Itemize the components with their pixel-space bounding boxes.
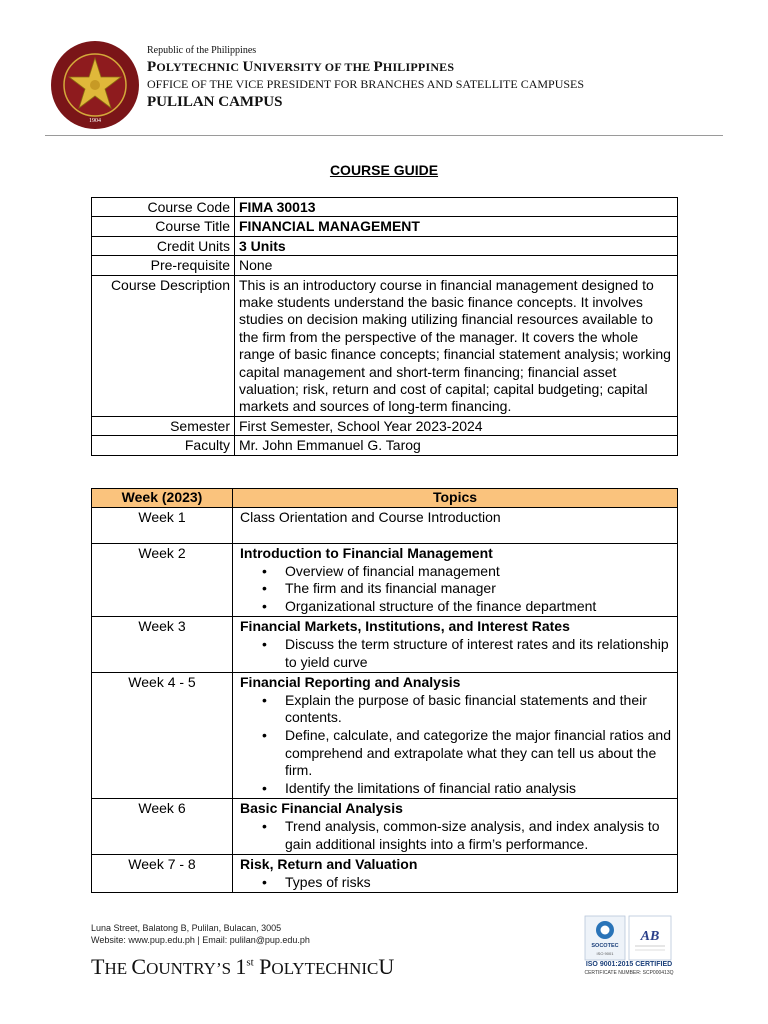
table-row [92,198,678,217]
topic-bullet-list [240,636,673,671]
list-item: • Trend analysis, common-size analysis, and index analysis to gain additional insights into a firm’s performance. [240,818,673,853]
week-column-header: Week (2023) [92,489,233,508]
credit-units-value: 3 Units [235,236,678,255]
prerequisite-value: None [235,256,678,275]
topic-cell [233,855,678,893]
topics-column-header: Topics [233,489,678,508]
topic-heading: Financial Markets, Institutions, and Interest Rates [240,618,570,635]
table-row [92,508,678,544]
list-item: • Define, calculate, and categorize the major financial ratios and comprehend and extrapolate what they can tell us about the firm. [240,727,673,780]
semester-label: Semester [92,416,235,435]
course-title-label: Course Title [92,217,235,236]
table-row [92,416,678,435]
university-seal-logo [50,40,140,130]
list-item: • Identify the limitations of financial ratio analysis [240,780,673,798]
topic-cell [233,673,678,799]
topic-bullet-list [240,563,673,616]
footer-address: Luna Street, Balatong B, Pulilan, Bulacan, 3005 [91,923,282,933]
page-title: COURSE GUIDE [329,162,439,178]
topic-bullet-list [240,874,673,892]
topic-heading: Financial Reporting and Analysis [240,674,461,691]
table-row [92,617,678,673]
footer-motto: THE COUNTRY’S 1st POLYTECHNICU [91,954,395,979]
list-item: • Organizational structure of the finance department [240,598,673,616]
table-header-row [92,489,678,508]
week-cell: Week 2 [92,544,233,617]
topic-cell [233,508,678,544]
credit-units-label: Credit Units [92,236,235,255]
list-item: • The firm and its financial manager [240,580,673,598]
header-divider [45,135,723,136]
footer-contact: Website: www.pup.edu.ph | Email: pulilan@pup.edu.ph [91,935,310,945]
table-row [92,436,678,455]
table-row [92,256,678,275]
table-row [92,673,678,799]
topic-text: Class Orientation and Course Introduction [240,509,501,525]
table-row [92,275,678,416]
topic-cell [233,617,678,673]
list-item: • Overview of financial management [240,563,673,581]
week-cell: Week 7 - 8 [92,855,233,893]
course-code-label: Course Code [92,198,235,217]
table-row [92,236,678,255]
faculty-value: Mr. John Emmanuel G. Tarog [235,436,678,455]
table-row [92,217,678,236]
svg-text:AB: AB [640,929,660,944]
seal-year: 1904 [89,118,101,124]
topic-bullet-list [240,818,673,853]
topic-cell [233,799,678,855]
list-item: • Discuss the term structure of interest rates and its relationship to yield curve [240,636,673,671]
iso-certified-text: ISO 9001:2015 CERTIFIED [585,961,673,968]
topic-bullet-list [240,692,673,798]
week-cell: Week 4 - 5 [92,673,233,799]
week-cell: Week 1 [92,508,233,544]
letterhead [147,44,584,112]
topic-cell [233,544,678,617]
footer-address-block [91,922,310,946]
table-row [92,855,678,893]
list-item: • Types of risks [240,874,673,892]
topic-heading: Risk, Return and Valuation [240,856,418,873]
course-description-value: This is an introductory course in financial management designed to make students understand the basic finance concepts. It involves studies on decision making utilizing financial resources available to the firm from the perspective of the manager. It covers the whole range of basic finance concepts; financial statement analysis; working capital management and short-term financing; financial asset valuation; risk, return and cost of capital; capital budgeting; capital markets and sources of long-term financing. [235,275,678,416]
republic-line: Republic of the Philippines [147,45,257,56]
course-title-value: FINANCIAL MANAGEMENT [235,217,678,236]
svg-text:ISO 9001: ISO 9001 [596,951,614,956]
week-cell: Week 6 [92,799,233,855]
list-item: • Explain the purpose of basic financial statements and their contents. [240,692,673,727]
prerequisite-label: Pre-requisite [92,256,235,275]
course-description-label: Course Description [92,275,235,416]
course-code-value: FIMA 30013 [235,198,678,217]
svg-text:SOCOTEC: SOCOTEC [591,943,619,949]
certificate-number: CERTIFICATE NUMBER: SCP000413Q [584,970,674,976]
table-row [92,544,678,617]
topic-heading: Introduction to Financial Management [240,545,493,561]
course-info-table [91,197,678,456]
semester-value: First Semester, School Year 2023-2024 [235,416,678,435]
university-name: POLYTECHNIC UNIVERSITY OF THE PHILIPPINES [147,59,455,75]
week-cell: Week 3 [92,617,233,673]
office-name: OFFICE OF THE VICE PRESIDENT FOR BRANCHES AND SATELLITE CAMPUSES [147,77,585,91]
topic-heading: Basic Financial Analysis [240,800,403,817]
faculty-label: Faculty [92,436,235,455]
topics-table [91,488,678,893]
table-row [92,799,678,855]
campus-name: PULILAN CAMPUS [147,94,283,110]
